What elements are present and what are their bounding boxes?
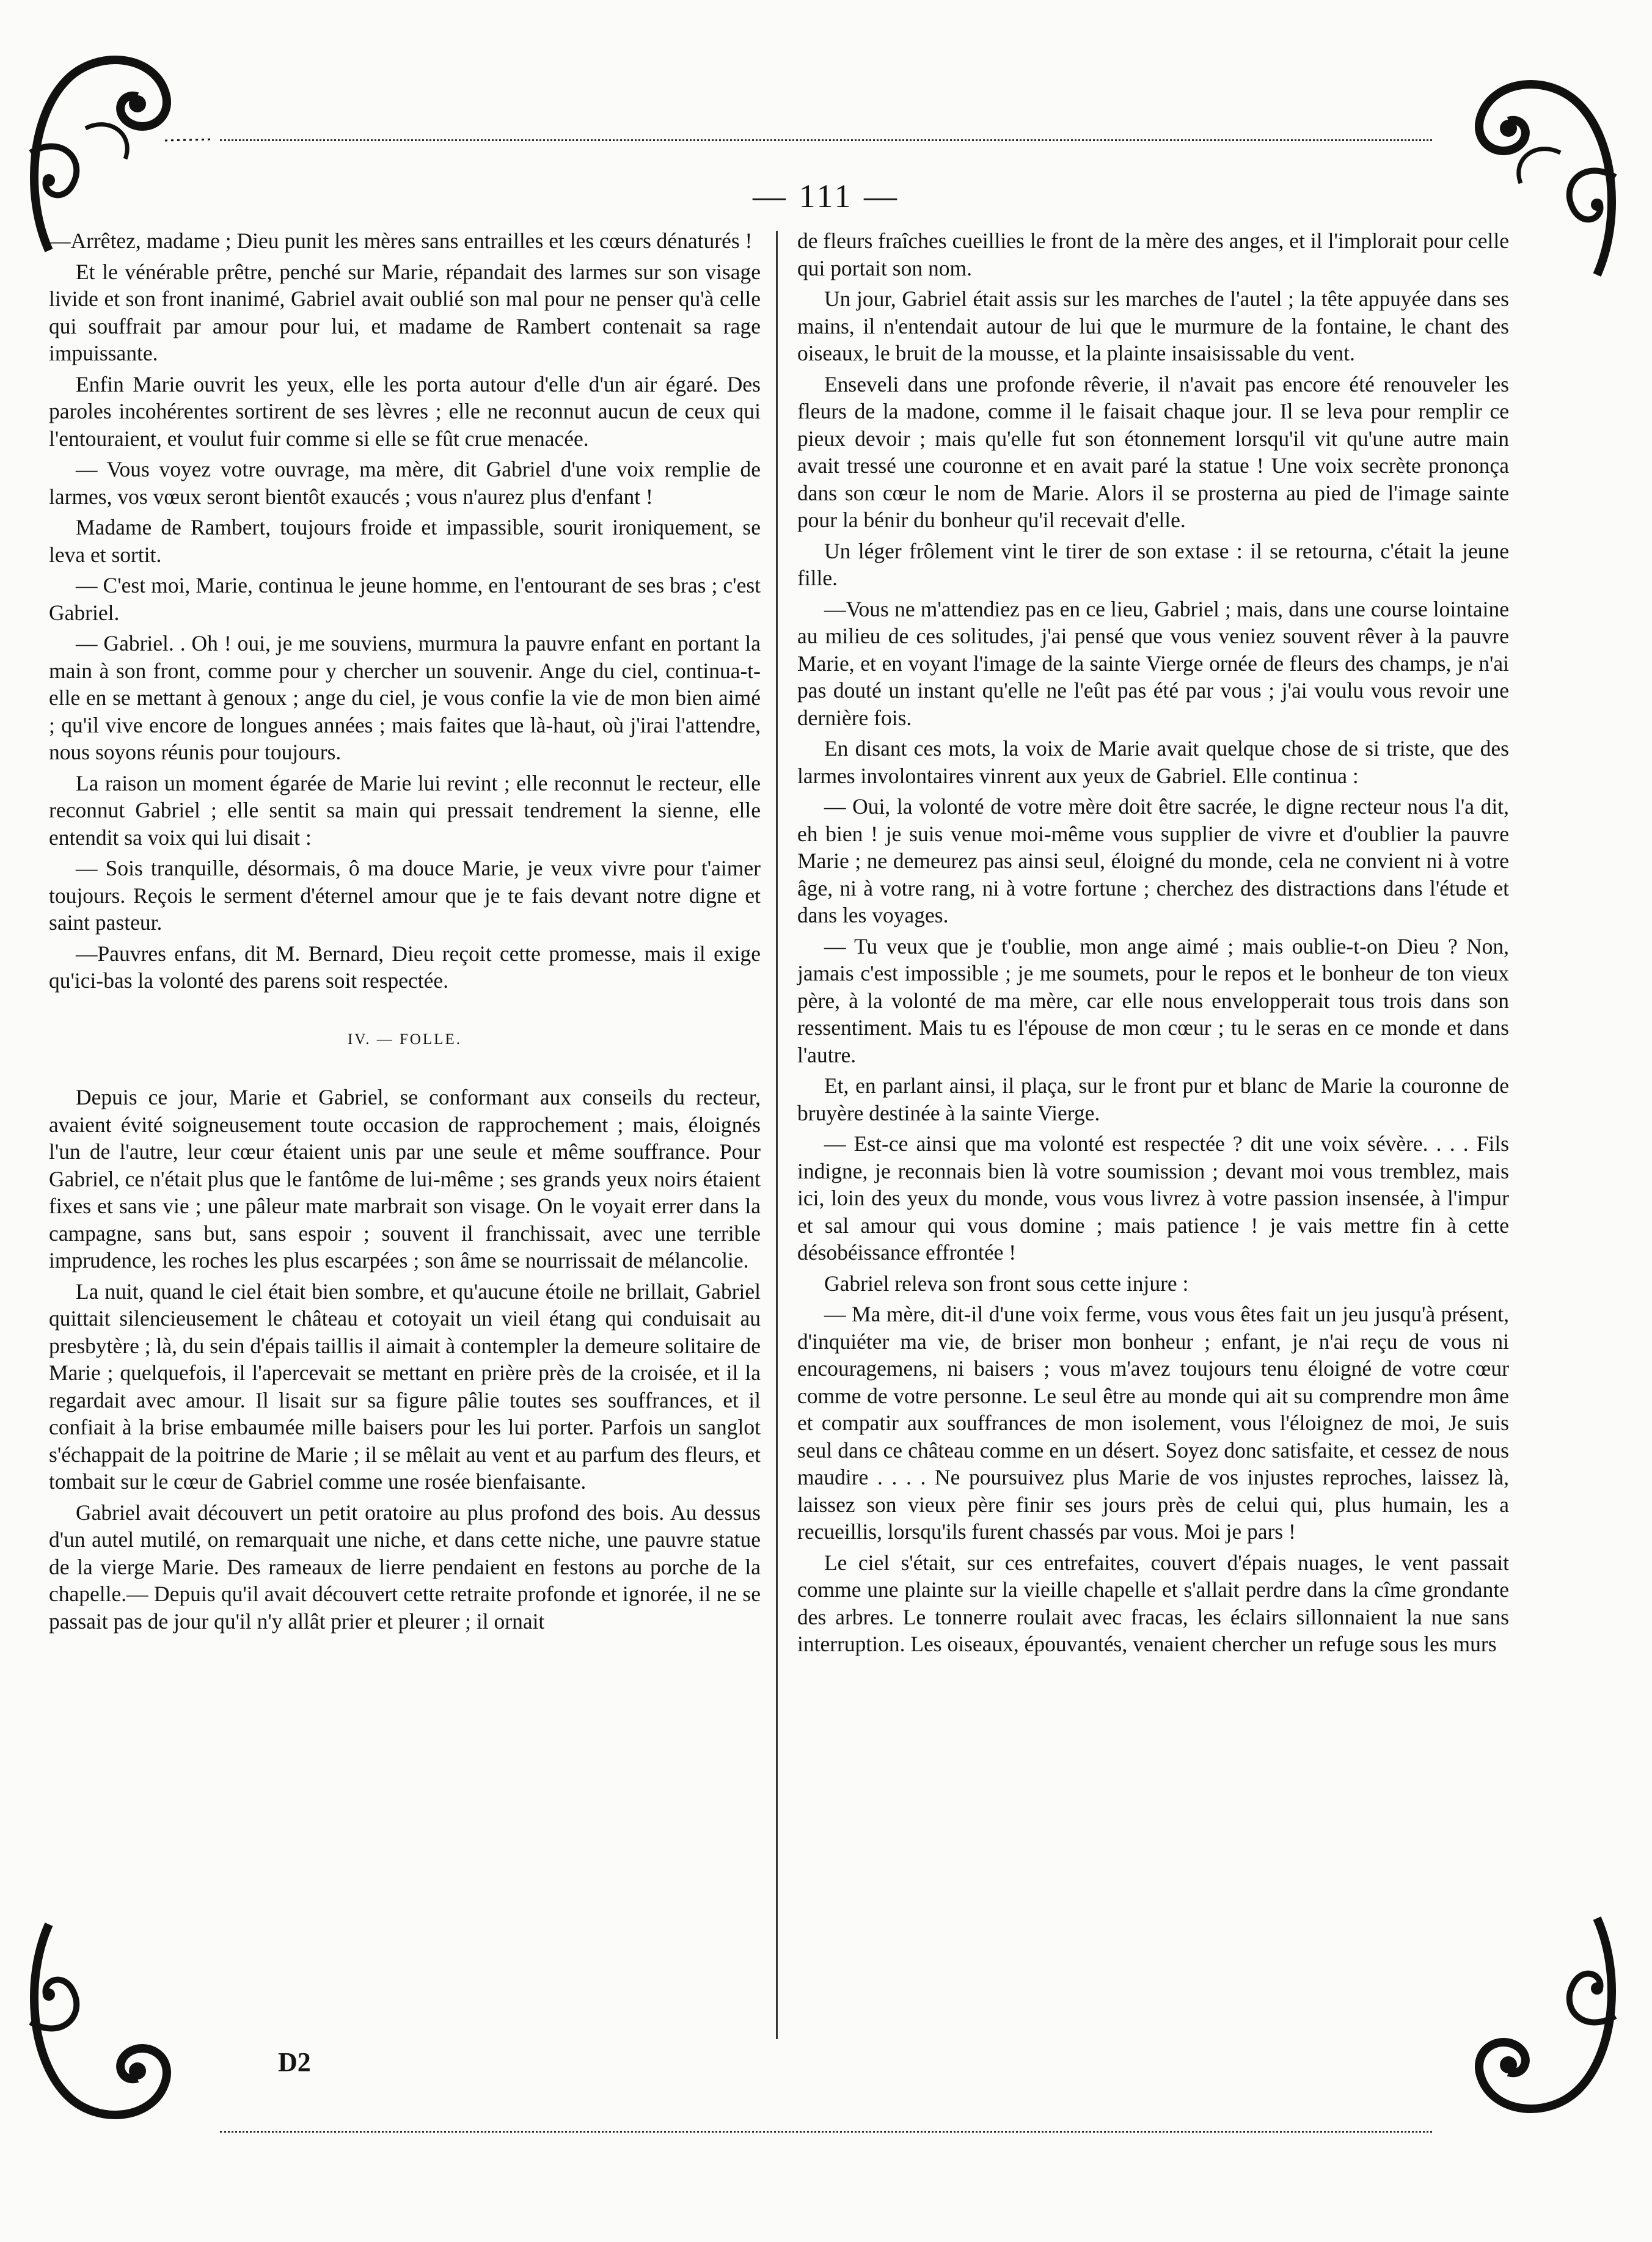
paragraph: Enseveli dans une profonde rêverie, il n'avait pas encore été renouveler les fleurs de la madone, comme il le faisait chaque jour. Il se leva pour remplir ce pieux devoir ; mais qu'elle fut son étonnement lorsqu'il vit qu'une autre main avait tressé une couronne et en avait paré la statue ! Une voix secrète prononça dans son cœur le nom de Marie. Alors il se prosterna au pied de l'image sainte pour la bénir du bonheur qu'il recevait d'elle. [797, 371, 1509, 532]
top-border-rule [220, 139, 1432, 141]
bottom-border-rule [220, 2131, 1432, 2133]
scroll-ornament-icon [12, 1912, 220, 2132]
paragraph: Un jour, Gabriel était assis sur les marches de l'autel ; la tête appuyée dans ses mains, il n'entendait autour de lui que le murmure de la fontaine, le chant des oiseaux, le bruit de la mousse, et la plainte insaisissable du vent. [797, 287, 1509, 365]
paragraph: — Oui, la volonté de votre mère doit être sacrée, le digne recteur nous l'a dit, eh bien ! je suis venue moi-même vous supplier de vivre et d'oublier la pauvre Marie ; ne demeurez pas ainsi seul, éloigné du monde, cela ne convient ni à votre âge, ni à votre rang, ni à votre fortune ; cherchez des distractions dans l'étude et dans les voyages. [797, 794, 1509, 927]
paragraph: La nuit, quand le ciel était bien sombre, et qu'aucune étoile ne brillait, Gabriel quittait silencieusement le château et cotoyait un vieil étang qui conduisait au presbytère ; là, du sein d'épais taillis il aimait à contempler la demeure solitaire de Marie ; quelquefois, il l'apercevait se mettant en prière près de la croisée, et il la regardait avec amour. Il lisait sur sa figure pâlie toutes ses souffrances, et il confiait à la brise embaumée mille baisers pour les lui porter. Parfois un sanglot s'échappait de la poitrine de Marie ; il se mêlait au vent et au parfum des fleurs, et tombait sur le cœur de Gabriel comme une rosée bienfaisante. [49, 1279, 761, 1494]
signature-mark: D2 [278, 2047, 311, 2077]
paragraph: —Arrêtez, madame ; Dieu punit les mères sans entrailles et les cœurs dénaturés ! [49, 228, 753, 253]
paragraph: — Tu veux que je t'oublie, mon ange aimé ; mais oublie-t-on Dieu ? Non, jamais c'est impossible ; je me soumets, pour le repos et le bonheur de ton vieux père, à la volonté de ma mère, car elle nous envelopperait tous trois dans son ressentiment. Mais tu es l'épouse de mon cœur ; tu le seras en ce monde et dans l'autre. [797, 933, 1509, 1067]
paragraph: Gabriel avait découvert un petit oratoire au plus profond des bois. Au dessus d'un autel mutilé, on remarquait une niche, et dans cette niche, une pauvre statue de la vierge Marie. Des rameaux de lierre pendaient en festons au porche de la chapelle.— Depuis qu'il avait découvert cette retraite profonde et ignorée, il ne se passait pas de jour qu'il n'y allât prier et pleurer ; il ornait [49, 1500, 761, 1634]
scroll-ornament-icon [1426, 1906, 1634, 2126]
paragraph: Et le vénérable prêtre, penché sur Marie, répandait des larmes sur son visage livide et son front inanimé, Gabriel avait oublié son mal pour ne penser qu'à celle qui souffrait par amour pour lui, et madame de Rambert contenait sa rage impuissante. [49, 259, 761, 365]
paragraph: Un léger frôlement vint le tirer de son extase : il se retourna, c'était la jeune fille. [797, 538, 1509, 590]
paragraph: La raison un moment égarée de Marie lui revint ; elle reconnut le recteur, elle reconnut Gabriel ; elle sentit sa main qui pressait tendrement la sienne, elle entendit sa voix qui lui disait : [49, 770, 761, 850]
column-divider [776, 231, 778, 2039]
paragraph: Madame de Rambert, toujours froide et impassible, sourit ironiquement, se leva et sortit. [49, 515, 761, 567]
paragraph: En disant ces mots, la voix de Marie avait quelque chose de si triste, que des larmes involontaires vinrent aux yeux de Gabriel. Elle continua : [797, 736, 1509, 788]
right-column [797, 227, 1509, 1662]
paragraph: Gabriel releva son front sous cette injure : [824, 1271, 1189, 1296]
paragraph: Le ciel s'était, sur ces entrefaites, couvert d'épais nuages, le vent passait comme une plainte sur la vieille chapelle et s'allait perdre dans la cîme grondante des arbres. Le tonnerre roulait avec fracas, les éclairs sillonnaient la nue sans interruption. Les oiseaux, épouvantés, venaient chercher un refuge sous les murs [797, 1550, 1509, 1656]
paragraph: —Pauvres enfans, dit M. Bernard, Dieu reçoit cette promesse, mais il exige qu'ici-bas la volonté des parens soit respectée. [49, 941, 761, 993]
paragraph: — Gabriel. . Oh ! oui, je me souviens, murmura la pauvre enfant en portant la main à son front, comme pour y chercher un souvenir. Ange du ciel, continua-t-elle en se mettant à genoux ; ange du ciel, je vous confie la vie de mon bien aimé ; qu'il vive encore de longues années ; mais faites que là-haut, où j'irai l'attendre, nous soyons réunis pour toujours. [49, 631, 761, 764]
paragraph: — Ma mère, dit-il d'une voix ferme, vous vous êtes fait un jeu jusqu'à présent, d'inquiéter ma vie, de briser mon bonheur ; enfant, je n'ai reçu de vous ni encouragemens, ni baisers ; vous m'avez toujours tenu éloigné de votre cœur comme de votre personne. Le seul être au monde qui ait su comprendre mon âme et compatir aux souffrances de mon isolement, vous l'éloignez de moi, Je suis seul dans ce château comme en un désert. Soyez donc satisfaite, et cessez de nous maudire . . . . Ne poursuivez plus Marie de vos injustes reproches, laissez là, laissez son vieux père finir ses jours près de celui qui, plus humain, les a recueillis, lorsqu'ils furent chassés par vous. Moi je pars ! [797, 1302, 1509, 1544]
paragraph: de fleurs fraîches cueillies le front de la mère des anges, et il l'implorait pour celle qui portait son nom. [797, 228, 1509, 280]
paragraph: Et, en parlant ainsi, il plaça, sur le front pur et blanc de Marie la couronne de bruyère destinée à la sainte Vierge. [797, 1073, 1509, 1125]
left-column [49, 227, 761, 1638]
page-number: — 111 — [753, 178, 899, 214]
paragraph: Depuis ce jour, Marie et Gabriel, se conformant aux conseils du recteur, avaient évité soigneusement toute occasion de rapprochement ; mais, éloignés l'un de l'autre, leur cœur étaient unis par une seule et même souffrance. Pour Gabriel, ce n'était plus que le fantôme de lui-même ; ses grands yeux noirs étaient fixes et sans vie ; une pâleur mate marbrait son visage. On le voyait errer dans la campagne, sans but, sans espoir ; souvent il franchissait, avec une terrible imprudence, les roches les plus escarpées ; son âme se nourrissait de mélancolie. [49, 1085, 761, 1273]
paragraph: —Vous ne m'attendiez pas en ce lieu, Gabriel ; mais, dans une course lointaine au milieu de ces solitudes, j'ai pensé que vous veniez souvent rêver à la pauvre Marie, et en voyant l'image de la sainte Vierge ornée de fleurs des champs, je n'ai pas douté un instant qu'elle ne l'eût pas été par vous ; j'ai voulu vous revoir une dernière fois. [797, 596, 1509, 730]
paragraph: — Est-ce ainsi que ma volonté est respectée ? dit une voix sévère. . . . Fils indigne, je reconnais bien là votre soumission ; devant moi vous tremblez, mais ici, loin des yeux du monde, vous vous livrez à votre passion insensée, à l'impur et sal amour qui vous domine ; mais patience ! je vais mettre fin à cette désobéissance effrontée ! [797, 1131, 1509, 1265]
paragraph: — Vous voyez votre ouvrage, ma mère, dit Gabriel d'une voix remplie de larmes, vos vœux seront bientôt exaucés ; vous n'aurez plus d'enfant ! [49, 457, 761, 509]
paragraph: — Sois tranquille, désormais, ô ma douce Marie, je veux vivre pour t'aimer toujours. Reçois le serment d'éternel amour que je te fais devant notre digne et saint pasteur. [49, 856, 761, 935]
section-heading: IV. — FOLLE. [348, 1031, 462, 1048]
paragraph: Enfin Marie ouvrit les yeux, elle les porta autour d'elle d'un air égaré. Des paroles incohérentes sortirent de ses lèvres ; elle ne reconnut aucun de ceux qui l'entouraient, et voulut fuir comme si elle se fût crue menacée. [49, 371, 761, 451]
paragraph: — C'est moi, Marie, continua le jeune homme, en l'entourant de ses bras ; c'est Gabriel. [49, 573, 761, 625]
